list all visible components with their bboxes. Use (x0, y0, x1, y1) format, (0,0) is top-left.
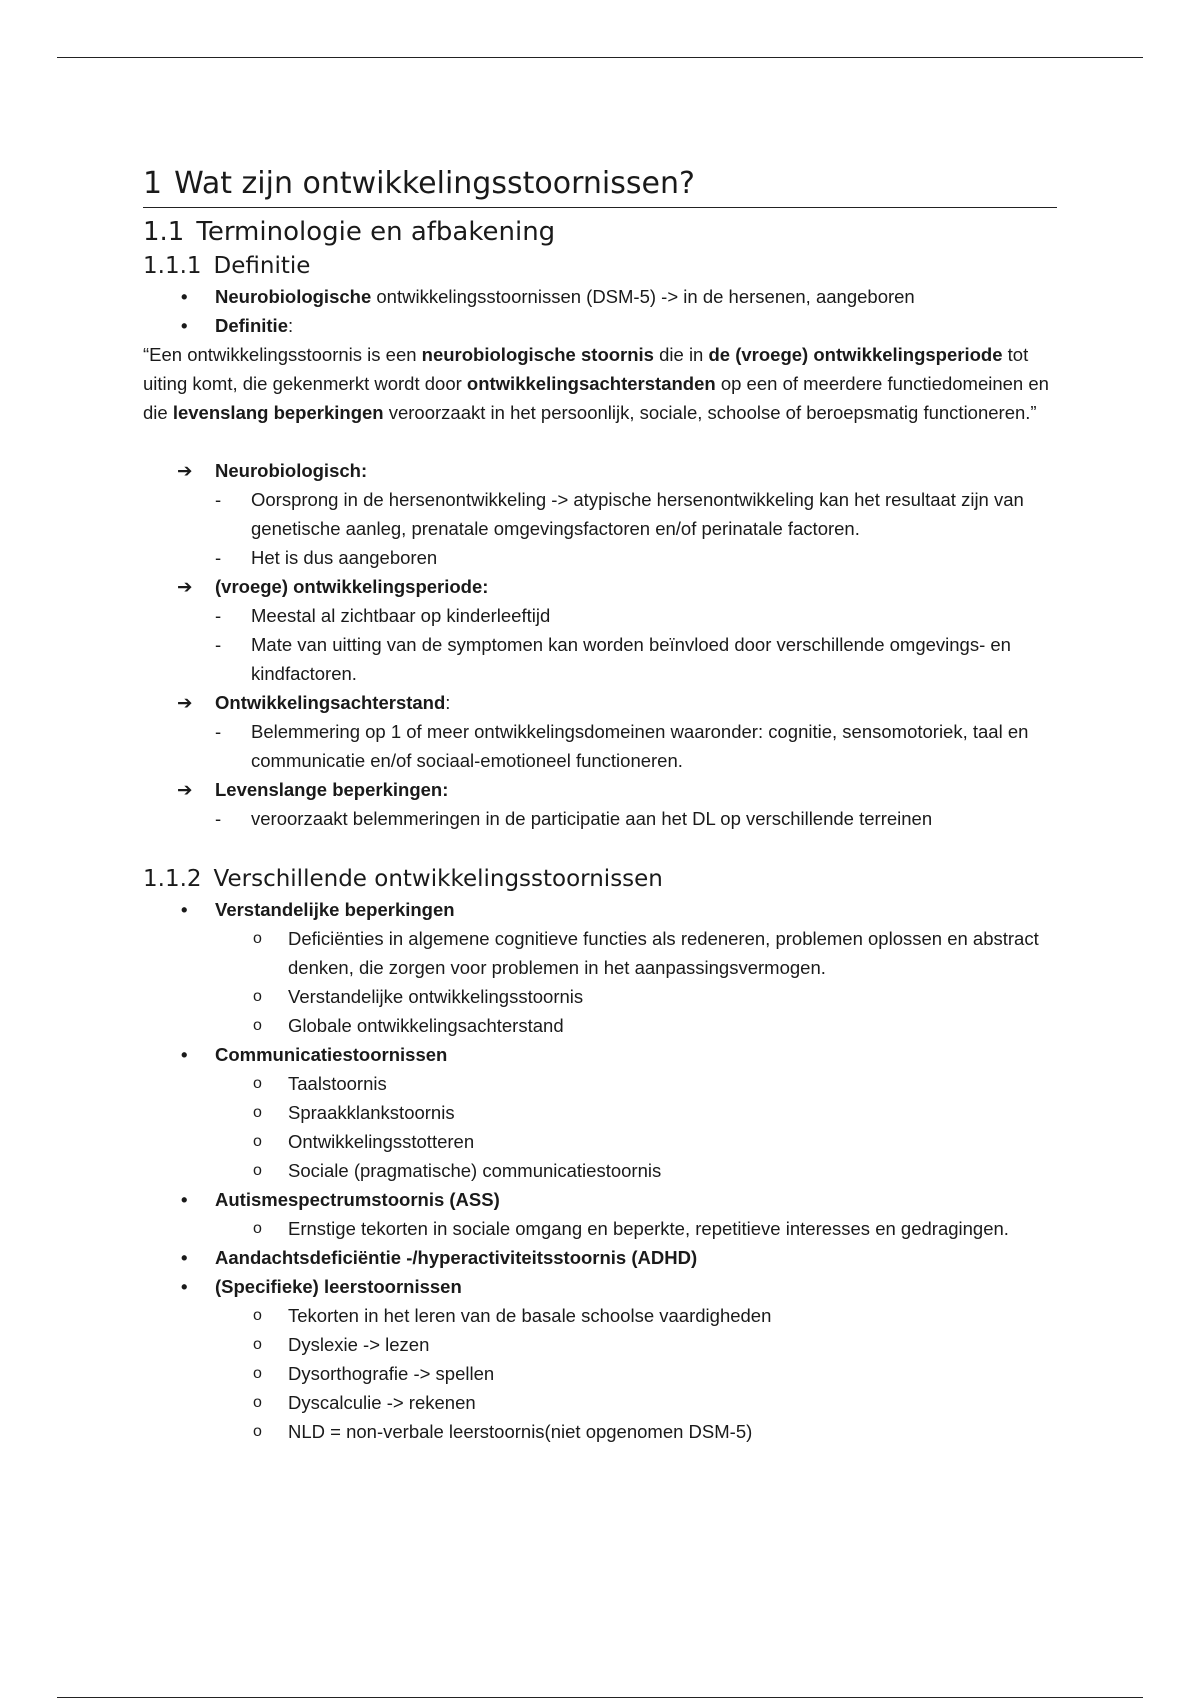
disorder-communicatiestoornissen (143, 1040, 1057, 1069)
dash-icon: - (215, 605, 222, 626)
sub-item (143, 1359, 1057, 1388)
heading-3-definitie (143, 250, 1057, 282)
sub-item (143, 1301, 1057, 1330)
heading-1-number: 1 (143, 166, 163, 201)
sub-item (143, 1069, 1057, 1098)
circle-bullet-icon: o (253, 1307, 262, 1324)
definition-quote (143, 340, 1057, 427)
circle-bullet-icon: o (253, 930, 262, 947)
bullet-bold: Neurobiologische (215, 286, 372, 307)
bullet-icon: • (181, 286, 188, 307)
arrow-item-ontwikkelingsachterstand (143, 688, 1057, 717)
dash-text: Het is dus aangeboren (251, 547, 438, 568)
bullet-text: ontwikkelingsstoornissen (DSM-5) -> in de hersenen, aangeboren (371, 286, 915, 307)
bullet-icon: • (181, 1247, 188, 1268)
arrow-suffix: : (445, 692, 451, 713)
arrow-right-icon: ➔ (177, 576, 193, 597)
dash-text: Mate van uitting van de symptomen kan worden beïnvloed door verschillende omgevings- en kindfactoren. (251, 634, 1011, 684)
bullet-icon: • (181, 1276, 188, 1297)
heading-2-text: Terminologie en afbakening (196, 217, 556, 247)
arrow-right-icon: ➔ (177, 692, 193, 713)
bullet-text: : (287, 315, 294, 336)
sub-item-text: NLD = non-verbale leerstoornis(niet opgenomen DSM-5) (288, 1421, 753, 1442)
quote-text: “Een ontwikkelingsstoornis is een (143, 344, 422, 365)
sub-item-text: Tekorten in het leren van de basale schoolse vaardigheden (288, 1305, 772, 1326)
circle-bullet-icon: o (253, 1336, 262, 1353)
dash-text: veroorzaakt belemmeringen in de participatie aan het DL op verschillende terreinen (251, 808, 933, 829)
circle-bullet-icon: o (253, 1133, 262, 1150)
circle-bullet-icon: o (253, 1162, 262, 1179)
bullet-bold: Definitie (215, 315, 288, 336)
arrow-label: Ontwikkelingsachterstand (215, 692, 446, 713)
dash-item (143, 630, 1057, 688)
disorder-label: (Specifieke) leerstoornissen (215, 1276, 462, 1297)
circle-bullet-icon: o (253, 1394, 262, 1411)
circle-bullet-icon: o (253, 988, 262, 1005)
quote-text: veroorzaakt in het persoonlijk, sociale, schoolse of beroepsmatig functioneren.” (383, 402, 1037, 423)
disorder-label: Aandachtsdeficiëntie -/hyperactiviteitsstoornis (ADHD) (215, 1247, 698, 1268)
dash-item (143, 717, 1057, 775)
dash-icon: - (215, 721, 222, 742)
sub-item-text: Ernstige tekorten in sociale omgang en beperkte, repetitieve interesses en gedragingen. (288, 1218, 1009, 1239)
heading-3-text: Verschillende ontwikkelingsstoornissen (213, 866, 663, 892)
sub-item (143, 1156, 1057, 1185)
dash-icon: - (215, 489, 222, 510)
dash-item (143, 601, 1057, 630)
heading-3-text: Definitie (213, 253, 311, 279)
bullet-icon: • (181, 1189, 188, 1210)
sub-item (143, 924, 1057, 982)
dash-item (143, 804, 1057, 833)
disorder-leerstoornissen (143, 1272, 1057, 1301)
quote-bold: levenslang beperkingen (172, 402, 384, 423)
dash-item (143, 485, 1057, 543)
dash-icon: - (215, 808, 222, 829)
spacer (143, 427, 1057, 456)
disorder-verstandelijke-beperkingen (143, 895, 1057, 924)
bullet-neurobiologische (143, 282, 1057, 311)
heading-1-text: Wat zijn ontwikkelingsstoornissen? (174, 166, 695, 201)
dash-text: Belemmering op 1 of meer ontwikkelingsdomeinen waaronder: cognitie, sensomotoriek, taal en communicatie en/of sociaal-emotioneel functioneren. (251, 721, 1029, 771)
sub-item-text: Dyscalculie -> rekenen (288, 1392, 476, 1413)
quote-bold: de (vroege) ontwikkelingsperiode (708, 344, 1003, 365)
heading-3-number: 1.1.1 (143, 253, 202, 279)
circle-bullet-icon: o (253, 1104, 262, 1121)
sub-item (143, 982, 1057, 1011)
disorder-label: Verstandelijke beperkingen (215, 899, 455, 920)
disorder-label: Communicatiestoornissen (215, 1044, 448, 1065)
sub-item-text: Sociale (pragmatische) communicatiestoornis (288, 1160, 662, 1181)
dash-icon: - (215, 634, 222, 655)
circle-bullet-icon: o (253, 1423, 262, 1440)
arrow-right-icon: ➔ (177, 779, 193, 800)
sub-item (143, 1098, 1057, 1127)
circle-bullet-icon: o (253, 1365, 262, 1382)
dash-icon: - (215, 547, 222, 568)
footer-rule (57, 1697, 1143, 1698)
sub-item-text: Globale ontwikkelingsachterstand (288, 1015, 564, 1036)
heading-1 (143, 164, 1057, 208)
sub-item-text: Dyslexie -> lezen (288, 1334, 430, 1355)
sub-item-text: Taalstoornis (288, 1073, 387, 1094)
arrow-item-neurobiologisch (143, 456, 1057, 485)
sub-item (143, 1127, 1057, 1156)
arrow-label: Neurobiologisch: (215, 460, 368, 481)
heading-2-number: 1.1 (143, 217, 185, 247)
arrow-label: Levenslange beperkingen: (215, 779, 449, 800)
sub-item-text: Dysorthografie -> spellen (288, 1363, 495, 1384)
quote-bold: ontwikkelingsachterstanden (466, 373, 716, 394)
arrow-right-icon: ➔ (177, 460, 193, 481)
disorder-label: Autismespectrumstoornis (ASS) (215, 1189, 500, 1210)
dash-item (143, 543, 1057, 572)
sub-item (143, 1388, 1057, 1417)
sub-item-text: Ontwikkelingsstotteren (288, 1131, 475, 1152)
sub-item-text: Deficiënties in algemene cognitieve functies als redeneren, problemen oplossen en abstract denken, die zorgen voor problemen in het aanpassingsvermogen. (288, 928, 1039, 978)
quote-bold: neurobiologische stoornis (421, 344, 654, 365)
quote-text: op een of meerdere functiedomeinen en die (143, 373, 1049, 423)
heading-2 (143, 214, 1057, 250)
header-rule (57, 57, 1143, 58)
sub-item-text: Spraakklankstoornis (288, 1102, 455, 1123)
bullet-icon: • (181, 1044, 188, 1065)
bullet-icon: • (181, 315, 188, 336)
arrow-item-levenslange-beperkingen (143, 775, 1057, 804)
circle-bullet-icon: o (253, 1220, 262, 1237)
disorder-adhd (143, 1243, 1057, 1272)
sub-item (143, 1011, 1057, 1040)
sub-item (143, 1214, 1057, 1243)
sub-item-text: Verstandelijke ontwikkelingsstoornis (288, 986, 584, 1007)
arrow-item-ontwikkelingsperiode (143, 572, 1057, 601)
circle-bullet-icon: o (253, 1017, 262, 1034)
circle-bullet-icon: o (253, 1075, 262, 1092)
dash-text: Meestal al zichtbaar op kinderleeftijd (251, 605, 551, 626)
bullet-icon: • (181, 899, 188, 920)
quote-text: die in (653, 344, 709, 365)
heading-3-verschillende (143, 863, 1057, 895)
sub-item (143, 1417, 1057, 1446)
document-body (143, 164, 1057, 1446)
arrow-label: (vroege) ontwikkelingsperiode: (215, 576, 489, 597)
heading-3-number: 1.1.2 (143, 866, 202, 892)
dash-text: Oorsprong in de hersenontwikkeling -> atypische hersenontwikkeling kan het resultaat zijn van genetische aanleg, prenatale omgevingsfactoren en/of perinatale factoren. (251, 489, 1024, 539)
bullet-definitie (143, 311, 1057, 340)
disorder-ass (143, 1185, 1057, 1214)
quote-text: tot uiting komt, die gekenmerkt wordt door (143, 344, 1029, 394)
sub-item (143, 1330, 1057, 1359)
